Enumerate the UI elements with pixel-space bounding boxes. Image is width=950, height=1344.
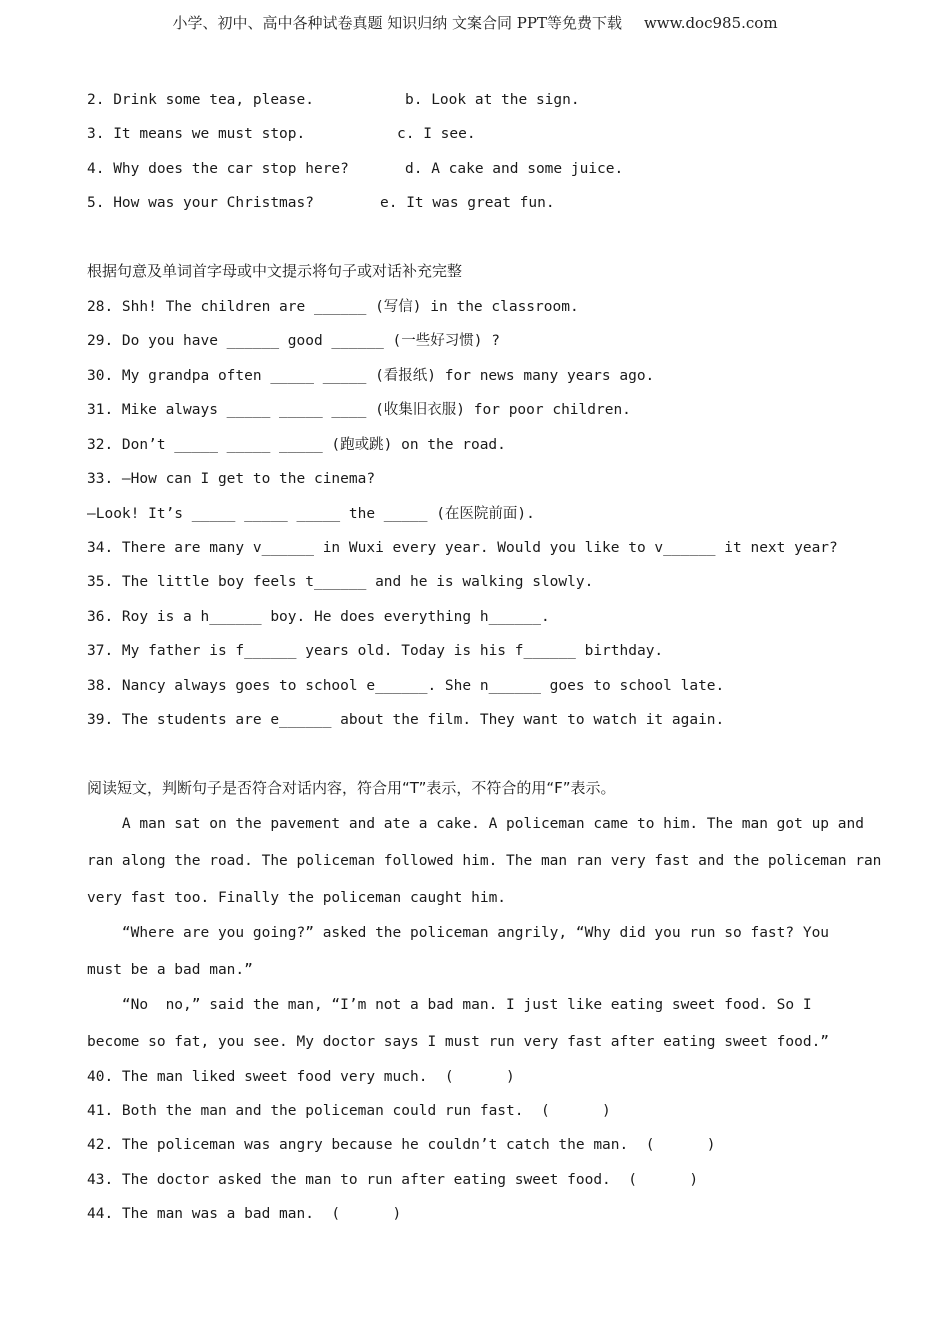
passage-line-1: A man sat on the pavement and ate a cake. A policeman came to him. The man got up and: [87, 816, 864, 832]
question-38: 38. Nancy always goes to school e______. She n______ goes to school late.: [87, 678, 725, 694]
header-text: 小学、初中、高中各种试卷真题 知识归纳 文案合同 PPT等免费下载: [172, 14, 622, 32]
question-41: 41. Both the man and the policeman could run fast. ( ): [87, 1103, 611, 1119]
header-site: www.doc985.com: [643, 14, 778, 32]
question-39: 39. The students are e______ about the film. They want to watch it again.: [87, 712, 725, 728]
matching-right-e: e. It was great fun.: [380, 195, 555, 211]
matching-right-d: d. A cake and some juice.: [405, 161, 624, 177]
question-32: 32. Don’t _____ _____ _____ (跑或跳) on the road.: [87, 437, 506, 453]
question-42: 42. The policeman was angry because he couldn’t catch the man. ( ): [87, 1137, 716, 1153]
passage-line-5: must be a bad man.”: [87, 962, 253, 978]
question-33-answer: —Look! It’s _____ _____ _____ the _____ (在医院前面).: [87, 506, 535, 522]
question-43: 43. The doctor asked the man to run after eating sweet food. ( ): [87, 1172, 699, 1188]
question-29: 29. Do you have ______ good ______ (一些好习惯) ?: [87, 333, 500, 349]
question-30: 30. My grandpa often _____ _____ (看报纸) for news many years ago.: [87, 368, 655, 384]
matching-right-c: c. I see.: [397, 126, 476, 142]
question-44: 44. The man was a bad man. ( ): [87, 1206, 402, 1222]
question-33: 33. —How can I get to the cinema?: [87, 471, 376, 487]
section1-heading: 根据句意及单词首字母或中文提示将句子或对话补充完整: [87, 262, 463, 280]
matching-left-3: 3. It means we must stop.: [87, 126, 306, 142]
section2-heading: 阅读短文，判断句子是否符合对话内容，符合用“T”表示，不符合的用“F”表示。: [87, 779, 616, 797]
matching-right-b: b. Look at the sign.: [405, 92, 580, 108]
passage-line-4: “Where are you going?” asked the policeman angrily, “Why did you run so fast? You: [87, 925, 830, 941]
matching-left-2: 2. Drink some tea, please.: [87, 92, 314, 108]
question-34: 34. There are many v______ in Wuxi every year. Would you like to v______ it next year?: [87, 540, 838, 556]
matching-left-4: 4. Why does the car stop here?: [87, 161, 349, 177]
question-28: 28. Shh! The children are ______ (写信) in the classroom.: [87, 299, 579, 315]
question-40: 40. The man liked sweet food very much. ( ): [87, 1069, 515, 1085]
matching-left-5: 5. How was your Christmas?: [87, 195, 314, 211]
page-header: [0, 12, 950, 33]
passage-line-6: “No no,” said the man, “I’m not a bad man. I just like eating sweet food. So I: [87, 997, 812, 1013]
question-36: 36. Roy is a h______ boy. He does everything h______.: [87, 609, 550, 625]
passage-line-3: very fast too. Finally the policeman caught him.: [87, 890, 507, 906]
passage-line-2: ran along the road. The policeman followed him. The man ran very fast and the policeman ran: [87, 853, 882, 869]
passage-line-7: become so fat, you see. My doctor says I must run very fast after eating sweet food.”: [87, 1034, 830, 1050]
question-37: 37. My father is f______ years old. Today is his f______ birthday.: [87, 643, 664, 659]
question-35: 35. The little boy feels t______ and he is walking slowly.: [87, 574, 594, 590]
question-31: 31. Mike always _____ _____ ____ (收集旧衣服) for poor children.: [87, 402, 631, 418]
